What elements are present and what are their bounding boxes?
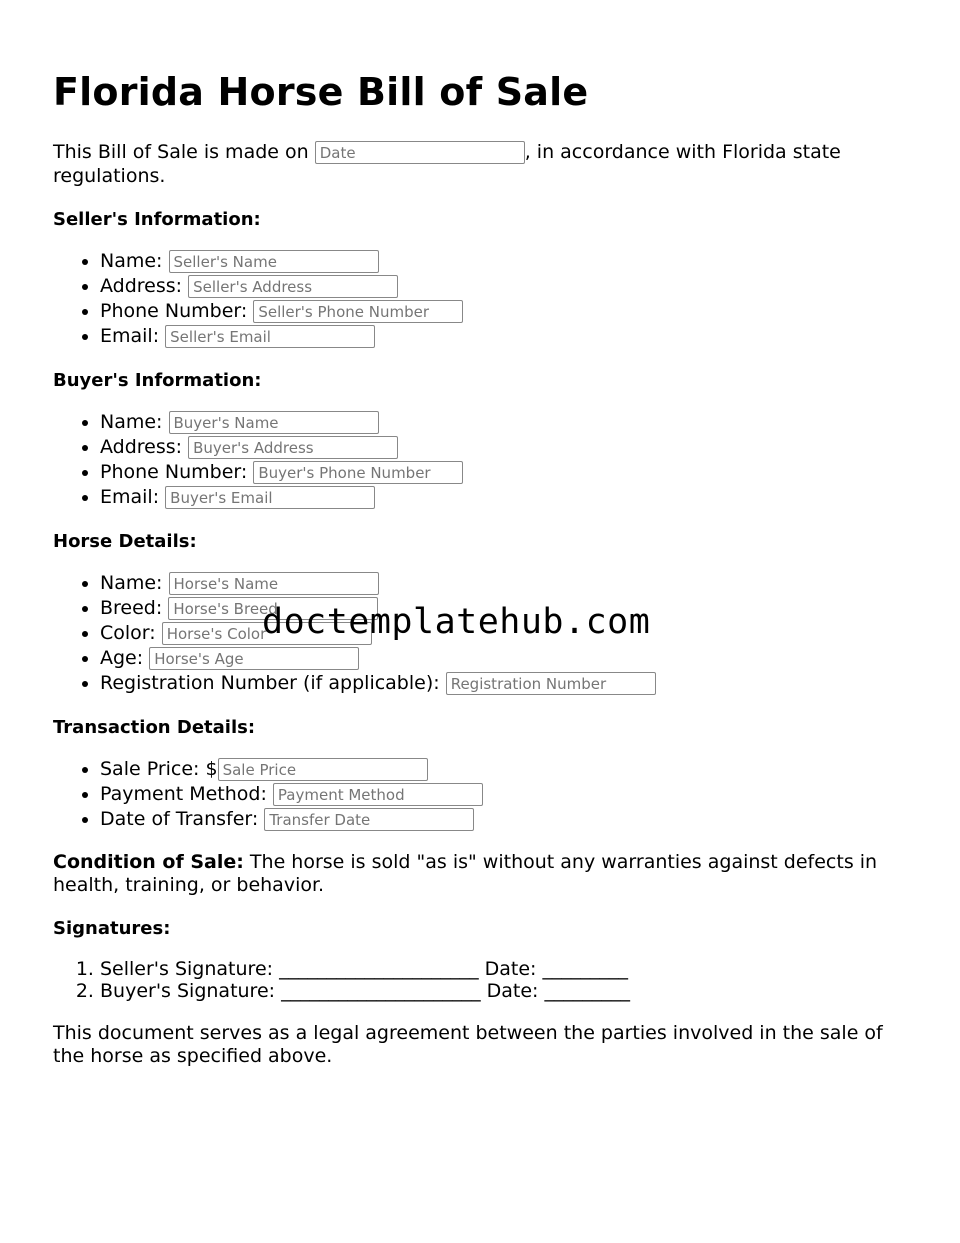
transfer-date-item (100, 807, 913, 832)
buyer-address-item (100, 435, 913, 460)
transaction-fields (53, 757, 913, 832)
horse-registration-item (100, 671, 913, 696)
signature-list (53, 958, 913, 1002)
seller-email-item (100, 324, 913, 349)
buyer-name-input[interactable] (169, 411, 379, 434)
horse-age-item (100, 646, 913, 671)
closing-paragraph: This document serves as a legal agreement between the parties involved in the sale of the horse as specified above. (53, 1022, 883, 1067)
document-title: Florida Horse Bill of Sale (53, 70, 589, 114)
horse-color-label: Color: (100, 622, 162, 644)
payment-method-label: Payment Method: (100, 783, 273, 805)
seller-phone-input[interactable] (253, 300, 463, 323)
intro-paragraph (53, 140, 913, 188)
sale-date-input[interactable] (315, 141, 525, 164)
transaction-heading: Transaction Details: (53, 717, 256, 738)
buyer-address-label: Address: (100, 436, 189, 458)
intro-text-before: This Bill of Sale is made on (53, 141, 315, 163)
seller-phone-item (100, 299, 913, 324)
condition-paragraph (53, 851, 913, 897)
horse-breed-input[interactable] (168, 597, 378, 620)
buyer-email-item (100, 485, 913, 510)
horse-color-item (100, 621, 913, 646)
document (53, 0, 913, 1068)
transfer-date-label: Date of Transfer: (100, 808, 265, 830)
horse-fields (53, 571, 913, 696)
horse-name-input[interactable] (169, 572, 379, 595)
horse-age-label: Age: (100, 647, 150, 669)
buyer-phone-label: Phone Number: (100, 461, 254, 483)
signatures-heading: Signatures: (53, 918, 171, 939)
payment-method-item (100, 782, 913, 807)
seller-name-input[interactable] (169, 250, 379, 273)
buyer-signature-line: 2. Buyer's Signature: _____________________ Date: _________ (100, 980, 913, 1002)
horse-heading: Horse Details: (53, 531, 197, 552)
seller-phone-label: Phone Number: (100, 300, 254, 322)
buyer-phone-item (100, 460, 913, 485)
seller-signature-line: 1. Seller's Signature: _____________________ Date: _________ (100, 958, 913, 980)
intro-text-after: , in accordance with Florida state regulations. (53, 141, 841, 187)
horse-breed-label: Breed: (100, 597, 169, 619)
condition-label: Condition of Sale: (53, 851, 244, 873)
horse-age-input[interactable] (149, 647, 359, 670)
horse-name-label: Name: (100, 572, 169, 594)
buyer-name-item (100, 410, 913, 435)
condition-text: The horse is sold "as is" without any warranties against defects in health, training, or behavior. (53, 851, 878, 896)
buyer-address-input[interactable] (188, 436, 398, 459)
buyer-heading: Buyer's Information: (53, 370, 262, 391)
seller-address-input[interactable] (188, 275, 398, 298)
seller-address-label: Address: (100, 275, 189, 297)
buyer-phone-input[interactable] (253, 461, 463, 484)
seller-fields (53, 249, 913, 349)
buyer-fields (53, 410, 913, 510)
buyer-name-label: Name: (100, 411, 169, 433)
sale-price-label: Sale Price: $ (100, 758, 218, 780)
sale-price-item (100, 757, 913, 782)
seller-email-label: Email: (100, 325, 166, 347)
payment-method-input[interactable] (273, 783, 483, 806)
seller-email-input[interactable] (165, 325, 375, 348)
horse-registration-input[interactable] (446, 672, 656, 695)
transfer-date-input[interactable] (264, 808, 474, 831)
horse-name-item (100, 571, 913, 596)
seller-name-label: Name: (100, 250, 169, 272)
seller-heading: Seller's Information: (53, 209, 261, 230)
seller-name-item (100, 249, 913, 274)
buyer-email-label: Email: (100, 486, 166, 508)
sale-price-input[interactable] (218, 758, 428, 781)
watermark-text: doctemplatehub.com (262, 602, 651, 642)
horse-breed-item (100, 596, 913, 621)
horse-color-input[interactable] (162, 622, 372, 645)
buyer-email-input[interactable] (165, 486, 375, 509)
horse-registration-label: Registration Number (if applicable): (100, 672, 446, 694)
seller-address-item (100, 274, 913, 299)
